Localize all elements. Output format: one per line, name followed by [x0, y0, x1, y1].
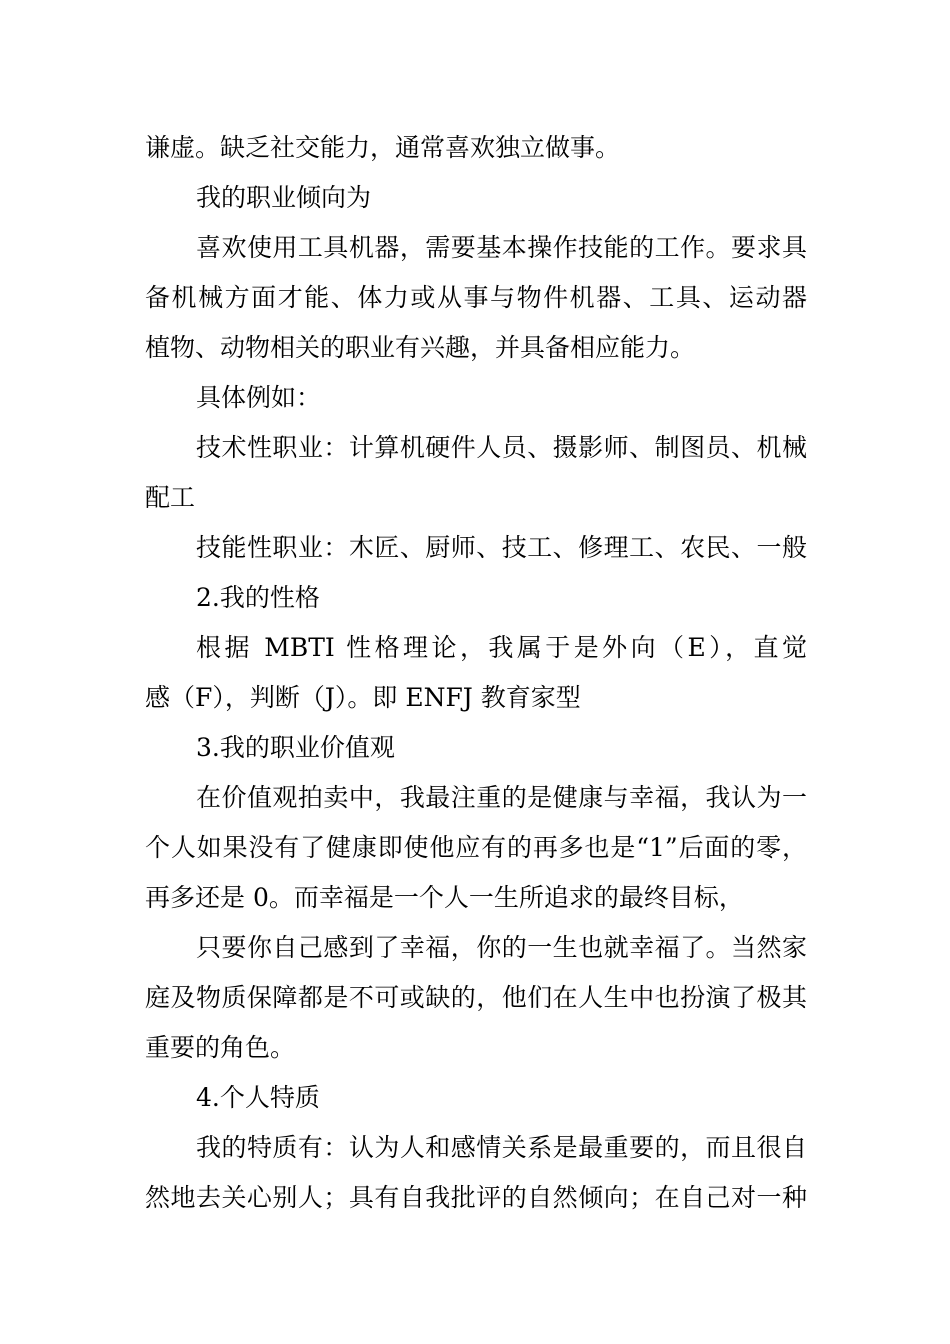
paragraph-line: 个人如果没有了健康即使他应有的再多也是“1”后面的零， [145, 833, 807, 862]
section-heading: 3.我的职业价值观 [196, 733, 395, 762]
section-heading: 4.个人特质 [196, 1083, 320, 1112]
paragraph-line: 然地去关心别人；具有自我批评的自然倾向；在自己对一种 [145, 1183, 807, 1212]
paragraph-line: 根据 MBTI 性格理论，我属于是外向（E），直觉 [196, 633, 807, 662]
paragraph-line: 谦虚。缺乏社交能力，通常喜欢独立做事。 [145, 133, 621, 162]
section-heading: 2.我的性格 [196, 583, 320, 612]
paragraph-line: 具体例如： [196, 383, 322, 412]
paragraph-line: 再多还是 0。而幸福是一个人一生所追求的最终目标， [145, 883, 744, 912]
paragraph-line: 技术性职业：计算机硬件人员、摄影师、制图员、机械 [196, 433, 807, 462]
paragraph-line: 备机械方面才能、体力或从事与物件机器、工具、运动器 [145, 283, 807, 312]
paragraph-line: 喜欢使用工具机器，需要基本操作技能的工作。要求具 [196, 233, 807, 262]
paragraph-line: 庭及物质保障都是不可或缺的，他们在人生中也扮演了极其 [145, 983, 807, 1012]
paragraph-line: 在价值观拍卖中，我最注重的是健康与幸福，我认为一 [196, 783, 807, 812]
paragraph-line: 我的特质有：认为人和感情关系是最重要的，而且很自 [196, 1133, 807, 1162]
paragraph-line: 技能性职业：木匠、厨师、技工、修理工、农民、一般 [196, 533, 807, 562]
paragraph-line: 配工 [145, 483, 196, 512]
paragraph-line: 我的职业倾向为 [196, 183, 372, 212]
paragraph-line: 只要你自己感到了幸福，你的一生也就幸福了。当然家 [196, 933, 807, 962]
paragraph-line: 重要的角色。 [145, 1033, 296, 1062]
paragraph-line: 植物、动物相关的职业有兴趣，并具备相应能力。 [145, 333, 696, 362]
paragraph-line: 感（F），判断（J）。即 ENFJ 教育家型 [145, 683, 581, 712]
